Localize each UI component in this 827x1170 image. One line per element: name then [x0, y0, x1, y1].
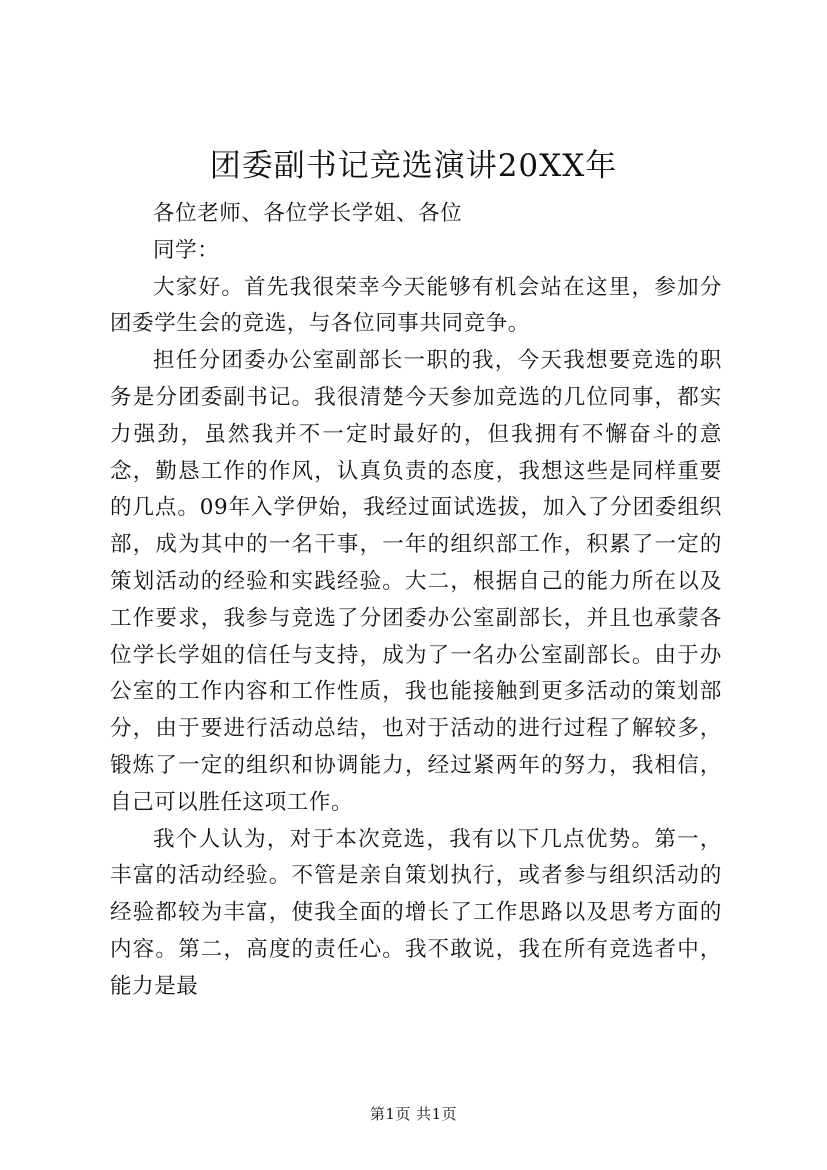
paragraph-greeting: 大家好。首先我很荣幸今天能够有机会站在这里，参加分团委学生会的竞选，与各位同事共同竞争。 — [110, 274, 722, 337]
salutation-line-1: 各位老师、各位学长学姐、各位 — [153, 201, 463, 226]
document-title: 团委副书记竞选演讲20XX年 — [209, 148, 618, 184]
salutation-line-2: 同学： — [153, 237, 220, 263]
page-footer: 第1页 共1页 — [369, 1105, 458, 1123]
paragraph-advantages: 我个人认为，对于本次竞选，我有以下几点优势。第一，丰富的活动经验。不管是亲自策划执行，或者参与组织活动的经验都较为丰富，使我全面的增长了工作思路以及思考方面的内容。第二，高度的责任心。我不敢说，我在所有竞选者中，能力是最 — [110, 826, 722, 999]
document-body — [110, 196, 722, 1006]
paragraph-experience: 担任分团委办公室副部长一职的我，今天我想要竞选的职务是分团委副书记。我很清楚今天参加竞选的几位同事，都实力强劲，虽然我并不一定时最好的，但我拥有不懈奋斗的意念，勤恳工作的作风，认真负责的态度，我想这些是同样重要的几点。09年入学伊始，我经过面试选拔，加入了分团委组织部，成为其中的一名干事，一年的组织部工作，积累了一定的策划活动的经验和实践经验。大二，根据自己的能力所在以及工作要求，我参与竞选了分团委办公室副部长，并且也承蒙各位学长学姐的信任与支持，成为了一名办公室副部长。由于办公室的工作内容和工作性质，我也能接触到更多活动的策划部分，由于要进行活动总结，也对于活动的进行过程了解较多，锻炼了一定的组织和协调能力，经过紧两年的努力，我相信，自己可以胜任这项工作。 — [110, 348, 722, 815]
